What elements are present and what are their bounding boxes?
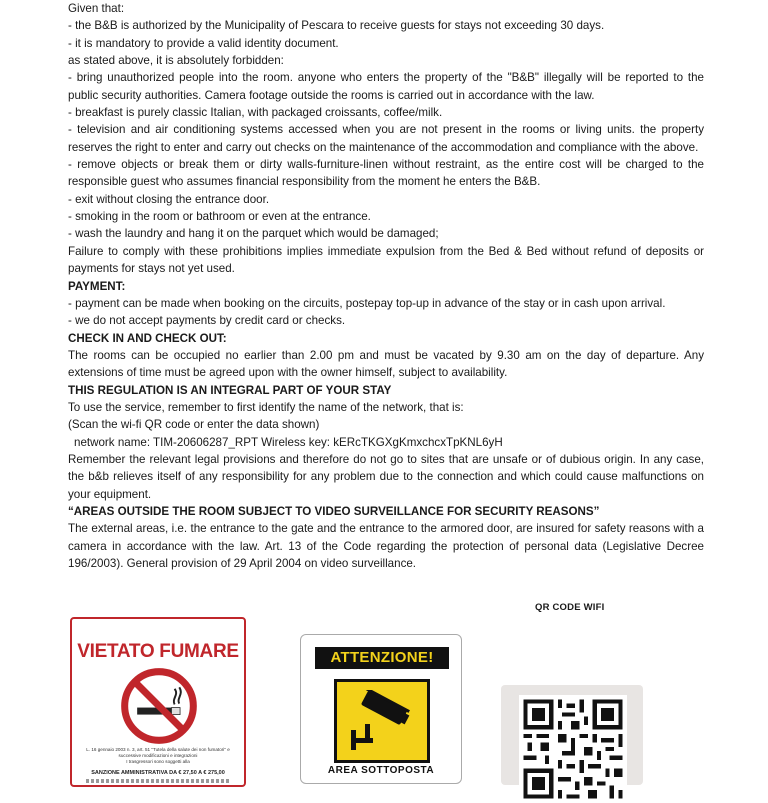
- document-line: as stated above, it is absolutely forbidden:: [68, 54, 284, 68]
- attention-banner: ATTENZIONE!: [315, 647, 449, 669]
- regulation-document: [68, 0, 704, 572]
- document-line: The external areas, i.e. the entrance to the gate and the entrance to the armored door, are insured for safety reasons with a camera in accordance with the law. Art. 13 of the Code regarding the protection of personal data (Legislative Decree 196/2003). General provision of 29 April 2004 on video surveillance.: [68, 522, 704, 570]
- document-line: - breakfast is purely classic Italian, with packaged croissants, coffee/milk.: [68, 106, 443, 120]
- document-line: - wash the laundry and hang it on the parquet which would be damaged;: [68, 227, 439, 241]
- document-line: To use the service, remember to first identify the name of the network, that is:: [68, 400, 464, 414]
- document-line: - we do not accept payments by credit card or checks.: [68, 314, 346, 328]
- security-camera-icon: [343, 690, 423, 754]
- no-smoking-fine-text: [86, 779, 230, 783]
- section-heading: PAYMENT:: [68, 279, 126, 293]
- document-line: - payment can be made when booking on the circuits, postepay top-up in advance of the stay or in cash upon arrival.: [68, 296, 666, 310]
- document-line: The rooms can be occupied no earlier than 2.00 pm and must be vacated by 9.30 am on the day of departure. Any extensions of time must be agreed upon with the owner himself, subject to availability.: [68, 348, 704, 380]
- attention-sign: [300, 634, 462, 784]
- qr-code-icon: [519, 695, 627, 803]
- no-smoking-title: VIETATO FUMARE: [77, 641, 239, 662]
- attention-footer: AREA SOTTOPOSTA: [327, 765, 435, 776]
- document-line: - bring unauthorized people into the room. anyone who enters the property of the "B&B" illegally will be reported to the public security authorities. Camera footage outside the rooms is carried out in accordance with the law.: [68, 71, 704, 102]
- document-line: Failure to comply with these prohibitions implies immediate expulsion from the Bed & Bed without refund of deposits or payments for stays not yet used.: [68, 244, 704, 276]
- document-line: - it is mandatory to provide a valid identity document.: [68, 36, 339, 50]
- document-line: (Scan the wi-fi QR code or enter the data shown): [68, 418, 320, 432]
- document-line: network name: TIM-20606287_RPT Wireless key: kERcTKGXgKmxchcxTpKNL6yH: [74, 435, 503, 449]
- no-smoking-icon: [120, 667, 198, 745]
- document-line: Given that:: [68, 2, 125, 15]
- no-smoking-sanction: SANZIONE AMMINISTRATIVA DA € 27,50 A € 275,00: [91, 770, 225, 776]
- no-smoking-sign: [70, 617, 246, 787]
- section-heading: CHECK IN AND CHECK OUT:: [68, 331, 227, 345]
- document-line: - television and air conditioning systems accessed when you are not present in the rooms or living units. the property reserves the right to enter and carry out checks on the maintenance of the accommodation and compliance with the above.: [68, 123, 704, 154]
- no-smoking-law-text: L. 16 gennaio 2003 n. 3, art. 51 "Tutela della salute dei non fumatori" e successive modificazioni e integrazioni I trasgressori sono soggetti alla: [86, 747, 230, 764]
- document-line: Remember the relevant legal provisions and therefore do not go to sites that are unsafe or of dubious origin. In any case, the b&b relieves itself of any responsibility for any problem due to the connection and which could cause malfunctions on your equipment.: [68, 452, 704, 501]
- document-line: - the B&B is authorized by the Municipality of Pescara to receive guests for stays not exceeding 30 days.: [68, 19, 605, 33]
- section-heading: “AREAS OUTSIDE THE ROOM SUBJECT TO VIDEO SURVEILLANCE FOR SECURITY REASONS”: [68, 504, 600, 518]
- qr-code-label: QR CODE WIFI: [535, 602, 605, 613]
- camera-panel: [334, 679, 430, 763]
- document-line: - exit without closing the entrance door.: [68, 192, 270, 206]
- qr-code-card: [501, 685, 643, 785]
- document-line: - smoking in the room or bathroom or even at the entrance.: [68, 210, 371, 224]
- section-heading: THIS REGULATION IS AN INTEGRAL PART OF YOUR STAY: [68, 383, 392, 397]
- wifi-qr-code[interactable]: [519, 695, 627, 803]
- document-line: - remove objects or break them or dirty walls-furniture-linen without restraint, as the entire cost will be charged to the responsible guest who assumes financial responsibility from the moment he enters the B&B.: [68, 158, 704, 189]
